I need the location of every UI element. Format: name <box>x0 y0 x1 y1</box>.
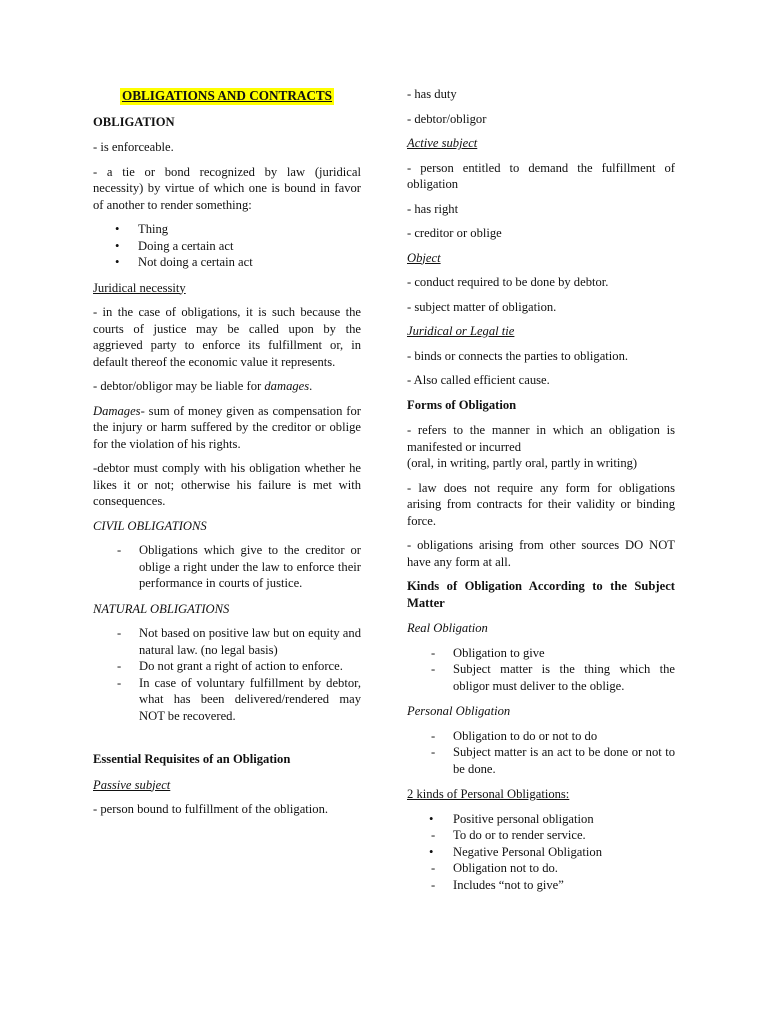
damages-def: - sum of money given as compensation for the injury or harm suffered by the creditor or oblige for the violation of his rights. <box>93 403 361 451</box>
object-heading: Object <box>407 250 441 265</box>
natural-obligations-list <box>93 625 361 724</box>
forms-text-3: - obligations arising from other sources DO NOT have any form at all. <box>407 538 675 569</box>
creditor-text: - creditor or oblige <box>407 226 502 240</box>
list-item: - In case of voluntary fulfillment by debtor, what has been delivered/rendered may NOT be recovered. <box>93 675 361 725</box>
forms-text-1 <box>407 422 675 472</box>
legal-tie-heading: Juridical or Legal tie <box>407 324 515 338</box>
liable-text <box>93 378 361 395</box>
comply-text: -debtor must comply with his obligation whether he likes it or not; otherwise his failure is met with consequences. <box>93 461 361 508</box>
liable-prefix: - debtor/obligor may be liable for <box>93 379 265 393</box>
obligation-heading: OBLIGATION <box>93 114 175 129</box>
document-title: OBLIGATIONS AND CONTRACTS <box>121 88 333 103</box>
civil-obligations-heading: CIVIL OBLIGATIONS <box>93 518 207 533</box>
left-column <box>93 86 361 826</box>
enforceable-text: - is enforceable. <box>93 140 174 154</box>
damages-term: Damages <box>93 403 141 418</box>
damages-definition <box>93 403 361 453</box>
two-kinds-list <box>407 811 675 894</box>
natural-obligations-heading: NATURAL OBLIGATIONS <box>93 601 230 616</box>
list-item: - Not based on positive law but on equity and natural law. (no legal basis) <box>93 625 361 658</box>
essential-requisites-heading: Essential Requisites of an Obligation <box>93 752 291 766</box>
two-kinds-heading: 2 kinds of Personal Obligations: <box>407 787 570 801</box>
right-column <box>407 86 675 902</box>
real-obligation-heading: Real Obligation <box>407 621 488 635</box>
list-item: - To do or to render service. <box>407 827 675 844</box>
list-item: • Negative Personal Obligation <box>407 844 675 861</box>
has-duty-text: - has duty <box>407 87 457 101</box>
forms-text-2: - law does not require any form for obligations arising from contracts for their validity or binding force. <box>407 480 675 528</box>
real-obligation-list <box>407 645 675 695</box>
passive-subject-text: - person bound to fulfillment of the obligation. <box>93 802 329 816</box>
definition-text: - a tie or bond recognized by law (juridical necessity) by virtue of which one is bound in favor of another to render something: <box>93 164 361 212</box>
active-subject-text: - person entitled to demand the fulfillment of obligation <box>407 160 675 191</box>
liable-term: damages <box>264 379 310 393</box>
juridical-necessity-heading: Juridical necessity <box>93 280 186 295</box>
juridical-necessity-text: - in the case of obligations, it is such because the courts of justice may be called upon by the aggrieved party to enforce its fulfillment or, in default thereof the economic value it represents. <box>93 305 361 369</box>
active-subject-heading: Active subject <box>407 136 478 150</box>
liable-suffix: . <box>309 379 313 393</box>
list-item: • Not doing a certain act <box>93 254 361 271</box>
list-item: - Do not grant a right of action to enforce. <box>93 658 361 675</box>
list-item: - Subject matter is the thing which the obligor must deliver to the oblige. <box>407 661 675 694</box>
list-item: • Thing <box>93 221 361 238</box>
legal-tie-text-1: - binds or connects the parties to obligation. <box>407 348 629 363</box>
list-item: • Positive personal obligation <box>407 811 675 828</box>
forms-text-1a: - refers to the manner in which an obligation is manifested or incurred <box>407 423 675 454</box>
has-right-text: - has right <box>407 201 459 216</box>
list-item: - Obligation to do or not to do <box>407 728 675 745</box>
list-item: - Obligation to give <box>407 645 675 662</box>
personal-obligation-heading: Personal Obligation <box>407 704 511 718</box>
forms-heading: Forms of Obligation <box>407 397 517 412</box>
kinds-heading: Kinds of Obligation According to the Subject Matter <box>407 579 675 610</box>
passive-subject-heading: Passive subject <box>93 777 171 792</box>
forms-text-1b: (oral, in writing, partly oral, partly in writing) <box>407 456 638 470</box>
legal-tie-text-2: - Also called efficient cause. <box>407 373 550 387</box>
personal-obligation-list <box>407 728 675 778</box>
list-item: - Subject matter is an act to be done or not to be done. <box>407 744 675 777</box>
render-list <box>93 221 361 271</box>
spacer <box>93 733 361 751</box>
list-item: • Doing a certain act <box>93 238 361 255</box>
debtor-obligor-text: - debtor/obligor <box>407 111 487 126</box>
list-item: - Obligation not to do. <box>407 860 675 877</box>
object-text-1: - conduct required to be done by debtor. <box>407 275 609 289</box>
title-wrap <box>93 88 361 105</box>
list-item: - Obligations which give to the creditor or oblige a right under the law to enforce their performance in courts of justice. <box>93 542 361 592</box>
civil-obligations-list <box>93 542 361 592</box>
list-item: - Includes “not to give” <box>407 877 675 894</box>
object-text-2: - subject matter of obligation. <box>407 299 557 314</box>
